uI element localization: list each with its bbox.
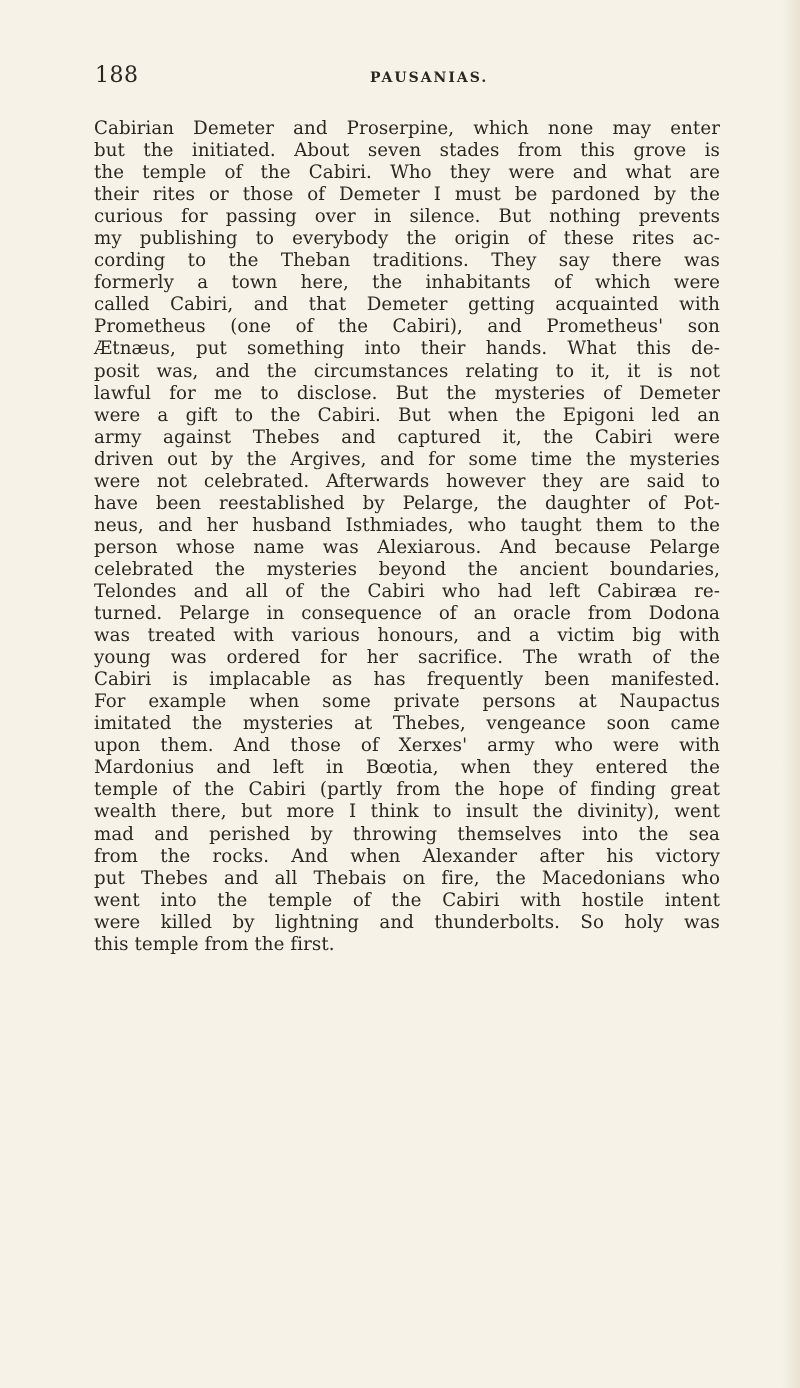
- text-line: lawful for me to disclose. But the mysteries of Demeter: [94, 382, 720, 404]
- text-line: called Cabiri, and that Demeter getting acquainted with: [94, 294, 720, 316]
- text-line: the temple of the Cabiri. Who they were and what are: [94, 162, 720, 184]
- text-line: celebrated the mysteries beyond the ancient boundaries,: [94, 558, 720, 580]
- text-line: wealth there, but more I think to insult the divinity), went: [94, 801, 720, 823]
- text-line: neus, and her husband Isthmiades, who taught them to the: [94, 514, 720, 536]
- text-line: Cabiri is implacable as has frequently been manifested.: [94, 669, 720, 691]
- running-title: PAUSANIAS.: [370, 70, 489, 86]
- text-line: curious for passing over in silence. But nothing prevents: [94, 206, 720, 228]
- text-line: upon them. And those of Xerxes' army who were with: [94, 735, 720, 757]
- text-line: have been reestablished by Pelarge, the daughter of Pot-: [94, 492, 720, 514]
- text-line: this temple from the first.: [94, 933, 335, 955]
- text-line: Cabirian Demeter and Proserpine, which none may enter: [94, 118, 720, 139]
- text-line: was treated with various honours, and a victim big with: [94, 625, 720, 647]
- text-line: Prometheus (one of the Cabiri), and Prometheus' son: [94, 316, 720, 338]
- text-line: Telondes and all of the Cabiri who had left Cabiræa re-: [94, 580, 720, 602]
- text-line: from the rocks. And when Alexander after his victory: [94, 845, 720, 867]
- text-line: driven out by the Argives, and for some time the mysteries: [94, 448, 720, 470]
- text-line: posit was, and the circumstances relating to it, it is not: [94, 360, 720, 382]
- text-line: mad and perished by throwing themselves into the sea: [94, 823, 720, 845]
- text-line: but the initiated. About seven stades from this grove is: [94, 140, 720, 162]
- text-line: person whose name was Alexiarous. And because Pelarge: [94, 536, 720, 558]
- page-header: [95, 62, 715, 92]
- text-line: cording to the Theban traditions. They say there was: [94, 250, 720, 272]
- text-line: army against Thebes and captured it, the Cabiri were: [94, 426, 720, 448]
- text-line: their rites or those of Demeter I must be pardoned by the: [94, 184, 720, 206]
- text-line: were not celebrated. Afterwards however they are said to: [94, 470, 720, 492]
- text-line: imitated the mysteries at Thebes, vengeance soon came: [94, 713, 720, 735]
- page-edge-shadow: [782, 0, 800, 1388]
- body-text: [94, 118, 720, 956]
- text-line: put Thebes and all Thebais on fire, the Macedonians who: [94, 867, 720, 889]
- text-line: Ætnæus, put something into their hands. What this de-: [94, 338, 720, 360]
- text-line: temple of the Cabiri (partly from the hope of finding great: [94, 779, 720, 801]
- text-line: formerly a town here, the inhabitants of which were: [94, 272, 720, 294]
- text-line: turned. Pelarge in consequence of an oracle from Dodona: [94, 603, 720, 625]
- text-line: went into the temple of the Cabiri with hostile intent: [94, 889, 720, 911]
- text-line: my publishing to everybody the origin of these rites ac-: [94, 228, 720, 250]
- text-line: Mardonius and left in Bœotia, when they entered the: [94, 757, 720, 779]
- page-number: 188: [95, 63, 139, 88]
- text-line: were killed by lightning and thunderbolts. So holy was: [94, 911, 720, 933]
- text-line: young was ordered for her sacrifice. The wrath of the: [94, 647, 720, 669]
- text-line: For example when some private persons at Naupactus: [94, 691, 720, 713]
- text-line: were a gift to the Cabiri. But when the Epigoni led an: [94, 404, 720, 426]
